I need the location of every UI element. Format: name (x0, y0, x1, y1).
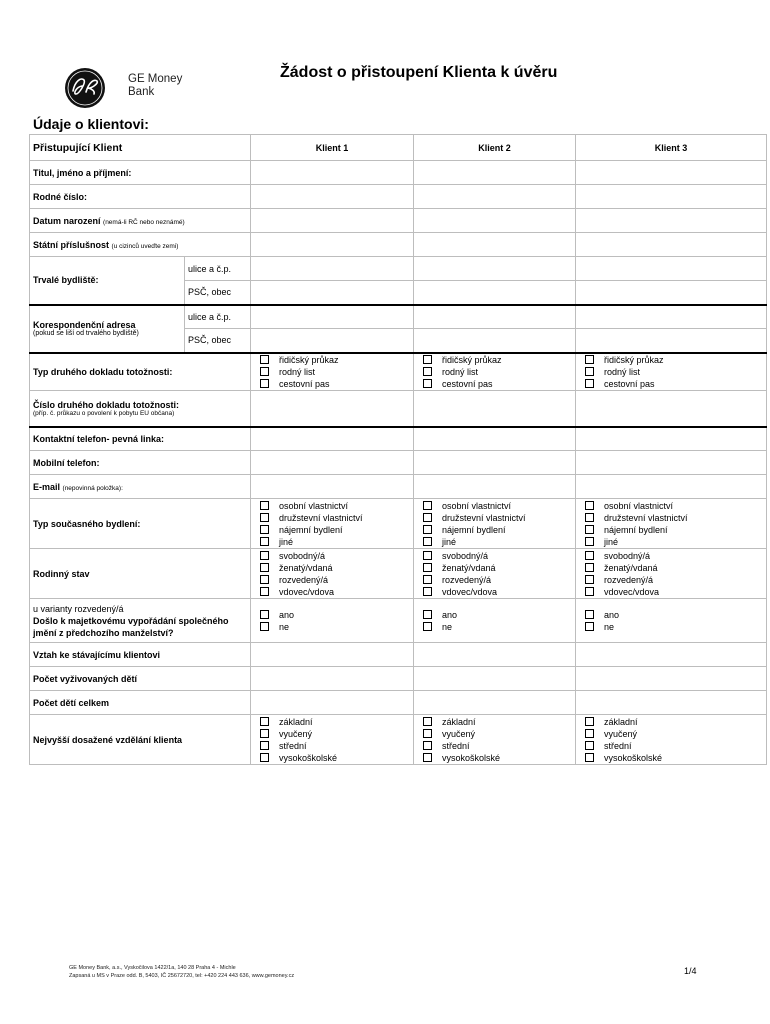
section-title: Údaje o klientovi: (33, 116, 149, 132)
field-telefon-1[interactable] (251, 427, 414, 451)
checkbox[interactable] (260, 717, 269, 726)
options-doklad-3 (576, 353, 767, 391)
option-osobni[interactable] (417, 500, 572, 512)
option-label: vdovec/vdova (279, 586, 335, 597)
option-label: řidičský průkaz (604, 354, 664, 365)
field-datum-1[interactable] (251, 209, 414, 233)
row-datum (30, 209, 767, 233)
checkbox[interactable] (585, 537, 594, 546)
brand-line2: Bank (128, 86, 155, 98)
label-koresp-text: Korespondenční adresa (33, 320, 136, 330)
checkbox[interactable] (260, 379, 269, 388)
label-trvale: Trvalé bydliště: (30, 257, 185, 305)
field-statni-2[interactable] (414, 233, 576, 257)
option-label: ne (442, 621, 453, 632)
label-datum-text: Datum narození (33, 215, 101, 226)
option-ano[interactable] (254, 609, 410, 621)
field-mobil-1[interactable] (251, 451, 414, 475)
field-statni-1[interactable] (251, 233, 414, 257)
checkbox[interactable] (423, 741, 432, 750)
header-client-3: Klient 3 (576, 135, 767, 161)
row-telefon (30, 427, 767, 451)
option-najemni[interactable] (417, 524, 572, 536)
option-label: nájemní bydlení (604, 524, 668, 535)
option-vdovec[interactable] (417, 586, 572, 598)
label-datum-note: (nemá-li RČ nebo neznámé) (103, 218, 185, 226)
label-cislo-note: (příp. č. průkazu o povolení k pobytu EU občana) (33, 409, 175, 417)
options-bydleni-2 (414, 499, 576, 549)
checkbox[interactable] (585, 551, 594, 560)
option-label: jiné (442, 536, 457, 547)
field-telefon-2[interactable] (414, 427, 576, 451)
option-label: svobodný/á (604, 550, 651, 561)
option-label: základní (604, 716, 638, 727)
option-label: družstevní vlastnictví (279, 512, 363, 523)
label-rodne-cislo: Rodné číslo: (30, 185, 251, 209)
checkbox[interactable] (260, 741, 269, 750)
option-rozvedeny[interactable] (417, 574, 572, 586)
header-row (30, 135, 767, 161)
option-jine[interactable] (254, 536, 410, 548)
checkbox[interactable] (423, 513, 432, 522)
option-rodny-list[interactable] (579, 366, 763, 378)
label-koresp (30, 305, 185, 353)
label-majetek (30, 599, 251, 643)
options-majetek-3 (576, 599, 767, 643)
checkbox[interactable] (423, 622, 432, 631)
label-datum (30, 209, 251, 233)
checkbox[interactable] (423, 610, 432, 619)
field-trvale-ulice-3[interactable] (576, 257, 767, 281)
options-majetek-1 (251, 599, 414, 643)
option-label: osobní vlastnictví (279, 500, 349, 511)
option-svobodny[interactable] (417, 550, 572, 562)
option-label: cestovní pas (279, 378, 330, 389)
option-label: vyučený (604, 728, 638, 739)
checkbox[interactable] (585, 587, 594, 596)
field-titul-3[interactable] (576, 161, 767, 185)
option-label: základní (442, 716, 476, 727)
row-vztah (30, 643, 767, 667)
option-label: vysokoškolské (442, 752, 501, 763)
brand-name (128, 73, 182, 99)
option-label: řidičský průkaz (279, 354, 339, 365)
field-koresp-ulice-1[interactable] (251, 305, 414, 329)
field-deti-3[interactable] (576, 691, 767, 715)
checkbox[interactable] (585, 741, 594, 750)
label-cislo-dokladu (30, 391, 251, 427)
option-label: osobní vlastnictví (604, 500, 674, 511)
option-svobodny[interactable] (254, 550, 410, 562)
field-datum-3[interactable] (576, 209, 767, 233)
options-bydleni-1 (251, 499, 414, 549)
label-rozvedeny-text: u varianty rozvedený/á (33, 603, 124, 614)
field-cislo-dokladu-3[interactable] (576, 391, 767, 427)
option-stredni[interactable] (254, 740, 410, 752)
label-bydleni: Typ současného bydlení: (30, 499, 251, 549)
option-zakladni[interactable] (579, 716, 763, 728)
label-stav: Rodinný stav (30, 549, 251, 599)
row-statni (30, 233, 767, 257)
checkbox[interactable] (260, 729, 269, 738)
option-druzstevni[interactable] (417, 512, 572, 524)
option-zenaty[interactable] (417, 562, 572, 574)
checkbox[interactable] (260, 525, 269, 534)
checkbox[interactable] (585, 610, 594, 619)
option-label: cestovní pas (442, 378, 493, 389)
field-trvale-psc-3[interactable] (576, 281, 767, 305)
checkbox[interactable] (585, 355, 594, 364)
option-vysokoskolske[interactable] (417, 752, 572, 764)
label-koresp-note: (pokud se liší od trvalého bydliště) (33, 330, 139, 337)
field-email-3[interactable] (576, 475, 767, 499)
field-trvale-ulice-2[interactable] (414, 257, 576, 281)
checkbox[interactable] (260, 753, 269, 762)
checkbox[interactable] (260, 610, 269, 619)
checkbox[interactable] (585, 563, 594, 572)
label-typ-dokladu: Typ druhého dokladu totožnosti: (30, 353, 251, 391)
options-vzdelani-1 (251, 715, 414, 765)
sublabel-koresp-psc: PSČ, obec (185, 329, 251, 353)
field-vyzivovane-2[interactable] (414, 667, 576, 691)
checkbox[interactable] (423, 537, 432, 546)
row-vzdelani (30, 715, 767, 765)
row-email (30, 475, 767, 499)
option-vyuceny[interactable] (579, 728, 763, 740)
checkbox[interactable] (585, 729, 594, 738)
option-ne[interactable] (254, 621, 410, 633)
options-stav-1 (251, 549, 414, 599)
option-label: základní (279, 716, 313, 727)
field-vztah-3[interactable] (576, 643, 767, 667)
label-email (30, 475, 251, 499)
row-koresp-ulice (30, 305, 767, 329)
field-deti-2[interactable] (414, 691, 576, 715)
option-vdovec[interactable] (579, 586, 763, 598)
field-statni-3[interactable] (576, 233, 767, 257)
checkbox[interactable] (585, 379, 594, 388)
field-vyzivovane-1[interactable] (251, 667, 414, 691)
checkbox[interactable] (260, 501, 269, 510)
label-vzdelani: Nejvyšší dosažené vzdělání klienta (30, 715, 251, 765)
checkbox[interactable] (585, 525, 594, 534)
document-title: Žádost o přistoupení Klienta k úvěru (280, 64, 558, 81)
footer (69, 964, 294, 980)
row-rodne-cislo (30, 185, 767, 209)
label-vztah: Vztah ke stávajícímu klientovi (30, 643, 251, 667)
field-cislo-dokladu-2[interactable] (414, 391, 576, 427)
sublabel-trvale-psc: PSČ, obec (185, 281, 251, 305)
checkbox[interactable] (423, 367, 432, 376)
option-rozvedeny[interactable] (579, 574, 763, 586)
field-titul-1[interactable] (251, 161, 414, 185)
checkbox[interactable] (423, 717, 432, 726)
option-label: řidičský průkaz (442, 354, 502, 365)
header-client-1: Klient 1 (251, 135, 414, 161)
checkbox[interactable] (423, 379, 432, 388)
option-label: rodný list (442, 366, 479, 377)
option-vysokoskolske[interactable] (579, 752, 763, 764)
field-titul-2[interactable] (414, 161, 576, 185)
option-rozvedeny[interactable] (254, 574, 410, 586)
checkbox[interactable] (423, 563, 432, 572)
option-zakladni[interactable] (417, 716, 572, 728)
label-mobil: Mobilní telefon: (30, 451, 251, 475)
field-trvale-psc-1[interactable] (251, 281, 414, 305)
label-cislo-text: Číslo druhého dokladu totožnosti: (33, 399, 179, 410)
option-label: nájemní bydlení (279, 524, 343, 535)
option-najemni[interactable] (579, 524, 763, 536)
field-koresp-ulice-2[interactable] (414, 305, 576, 329)
row-stav (30, 549, 767, 599)
checkbox[interactable] (423, 551, 432, 560)
option-ridicsky[interactable] (254, 354, 410, 366)
header-label: Přistupující Klient (30, 135, 251, 161)
row-vyzivovane (30, 667, 767, 691)
option-ne[interactable] (417, 621, 572, 633)
option-label: ženatý/vdaná (442, 562, 496, 573)
option-label: ženatý/vdaná (279, 562, 333, 573)
checkbox[interactable] (423, 729, 432, 738)
field-deti-1[interactable] (251, 691, 414, 715)
option-label: cestovní pas (604, 378, 655, 389)
option-zenaty[interactable] (579, 562, 763, 574)
option-label: střední (279, 740, 307, 751)
field-mobil-3[interactable] (576, 451, 767, 475)
option-stredni[interactable] (417, 740, 572, 752)
header-client-2: Klient 2 (414, 135, 576, 161)
options-stav-2 (414, 549, 576, 599)
row-deti (30, 691, 767, 715)
field-datum-2[interactable] (414, 209, 576, 233)
footer-line1: GE Money Bank, a.s., Vyskočilova 1422/1a, 140 28 Praha 4 - Michle (69, 965, 236, 971)
label-email-text: E-mail (33, 481, 61, 492)
row-trvale-ulice (30, 257, 767, 281)
options-stav-3 (576, 549, 767, 599)
option-label: svobodný/á (442, 550, 489, 561)
row-typ-dokladu (30, 353, 767, 391)
option-label: střední (604, 740, 632, 751)
field-trvale-ulice-1[interactable] (251, 257, 414, 281)
field-vztah-1[interactable] (251, 643, 414, 667)
label-titul: Titul, jméno a příjmení: (30, 161, 251, 185)
checkbox[interactable] (260, 587, 269, 596)
option-label: rodný list (279, 366, 316, 377)
field-trvale-psc-2[interactable] (414, 281, 576, 305)
option-druzstevni[interactable] (579, 512, 763, 524)
option-label: ženatý/vdaná (604, 562, 658, 573)
checkbox[interactable] (585, 753, 594, 762)
checkbox[interactable] (423, 575, 432, 584)
option-cestovni-pas[interactable] (254, 378, 410, 390)
options-bydleni-3 (576, 499, 767, 549)
row-bydleni (30, 499, 767, 549)
option-vysokoskolske[interactable] (254, 752, 410, 764)
option-svobodny[interactable] (579, 550, 763, 562)
field-vztah-2[interactable] (414, 643, 576, 667)
checkbox[interactable] (260, 355, 269, 364)
checkbox[interactable] (423, 355, 432, 364)
option-vyuceny[interactable] (417, 728, 572, 740)
field-vyzivovane-3[interactable] (576, 667, 767, 691)
checkbox[interactable] (585, 575, 594, 584)
checkbox[interactable] (585, 717, 594, 726)
option-zenaty[interactable] (254, 562, 410, 574)
checkbox[interactable] (423, 753, 432, 762)
label-vyzivovane: Počet vyživovaných dětí (30, 667, 251, 691)
option-cestovni-pas[interactable] (417, 378, 572, 390)
option-zakladni[interactable] (254, 716, 410, 728)
field-rodne-cislo-2[interactable] (414, 185, 576, 209)
field-rodne-cislo-3[interactable] (576, 185, 767, 209)
sublabel-trvale-ulice: ulice a č.p. (185, 257, 251, 281)
label-statni-text: Státní příslušnost (33, 239, 110, 250)
option-label: ano (604, 609, 620, 620)
option-label: ano (279, 609, 295, 620)
checkbox[interactable] (260, 563, 269, 572)
checkbox[interactable] (585, 622, 594, 631)
options-vzdelani-2 (414, 715, 576, 765)
checkbox[interactable] (585, 513, 594, 522)
field-telefon-3[interactable] (576, 427, 767, 451)
option-ridicsky[interactable] (579, 354, 763, 366)
option-najemni[interactable] (254, 524, 410, 536)
options-majetek-2 (414, 599, 576, 643)
option-label: nájemní bydlení (442, 524, 506, 535)
label-deti: Počet dětí celkem (30, 691, 251, 715)
field-koresp-psc-1[interactable] (251, 329, 414, 353)
checkbox[interactable] (585, 367, 594, 376)
options-doklad-2 (414, 353, 576, 391)
option-label: svobodný/á (279, 550, 326, 561)
label-statni (30, 233, 251, 257)
field-mobil-2[interactable] (414, 451, 576, 475)
option-ano[interactable] (579, 609, 763, 621)
option-rodny-list[interactable] (254, 366, 410, 378)
option-label: ano (442, 609, 458, 620)
option-rodny-list[interactable] (417, 366, 572, 378)
client-form (29, 134, 767, 765)
option-osobni[interactable] (254, 500, 410, 512)
option-label: družstevní vlastnictví (604, 512, 688, 523)
checkbox[interactable] (260, 622, 269, 631)
label-statni-note: (u cizinců uveďte zemi) (111, 242, 179, 250)
field-email-2[interactable] (414, 475, 576, 499)
option-label: rozvedený/á (442, 574, 492, 585)
field-rodne-cislo-1[interactable] (251, 185, 414, 209)
row-mobil (30, 451, 767, 475)
option-stredni[interactable] (579, 740, 763, 752)
footer-line2: Zapsaná u MS v Praze odd. B, 5403, IČ 25672720, tel: +420 224 443 636, www.gemoney.cz (69, 973, 295, 979)
checkbox[interactable] (423, 501, 432, 510)
option-vyuceny[interactable] (254, 728, 410, 740)
option-jine[interactable] (579, 536, 763, 548)
option-label: jiné (604, 536, 619, 547)
option-druzstevni[interactable] (254, 512, 410, 524)
option-label: vdovec/vdova (442, 586, 498, 597)
option-osobni[interactable] (579, 500, 763, 512)
row-cislo-dokladu (30, 391, 767, 427)
page-number: 1/4 (684, 966, 697, 976)
field-koresp-psc-2[interactable] (414, 329, 576, 353)
option-label: rozvedený/á (604, 574, 654, 585)
option-label: ne (604, 621, 615, 632)
checkbox[interactable] (260, 537, 269, 546)
sublabel-koresp-ulice: ulice a č.p. (185, 305, 251, 329)
option-ano[interactable] (417, 609, 572, 621)
option-label: rozvedený/á (279, 574, 329, 585)
options-vzdelani-3 (576, 715, 767, 765)
option-label: vysokoškolské (604, 752, 663, 763)
option-cestovni-pas[interactable] (579, 378, 763, 390)
label-telefon: Kontaktní telefon- pevná linka: (30, 427, 251, 451)
option-ne[interactable] (579, 621, 763, 633)
field-koresp-ulice-3[interactable] (576, 305, 767, 329)
row-majetek (30, 599, 767, 643)
row-titul (30, 161, 767, 185)
option-label: vysokoškolské (279, 752, 338, 763)
field-cislo-dokladu-1[interactable] (251, 391, 414, 427)
ge-logo-icon (64, 67, 106, 109)
checkbox[interactable] (260, 551, 269, 560)
option-label: vyučený (442, 728, 476, 739)
checkbox[interactable] (585, 501, 594, 510)
option-label: vyučený (279, 728, 313, 739)
checkbox[interactable] (423, 525, 432, 534)
label-email-note: (nepovinná položka): (62, 484, 123, 492)
field-koresp-psc-3[interactable] (576, 329, 767, 353)
option-label: střední (442, 740, 470, 751)
checkbox[interactable] (260, 575, 269, 584)
checkbox[interactable] (260, 367, 269, 376)
label-majetek-text: Došlo k majetkovému vypořádání společného jmění z předchozího manželství? (33, 615, 229, 638)
checkbox[interactable] (260, 513, 269, 522)
option-label: ne (279, 621, 290, 632)
option-label: jiné (279, 536, 294, 547)
options-doklad-1 (251, 353, 414, 391)
brand-line1: GE Money (128, 73, 183, 85)
option-label: rodný list (604, 366, 641, 377)
field-email-1[interactable] (251, 475, 414, 499)
checkbox[interactable] (423, 587, 432, 596)
option-jine[interactable] (417, 536, 572, 548)
option-label: osobní vlastnictví (442, 500, 512, 511)
option-vdovec[interactable] (254, 586, 410, 598)
option-ridicsky[interactable] (417, 354, 572, 366)
option-label: vdovec/vdova (604, 586, 660, 597)
option-label: družstevní vlastnictví (442, 512, 526, 523)
